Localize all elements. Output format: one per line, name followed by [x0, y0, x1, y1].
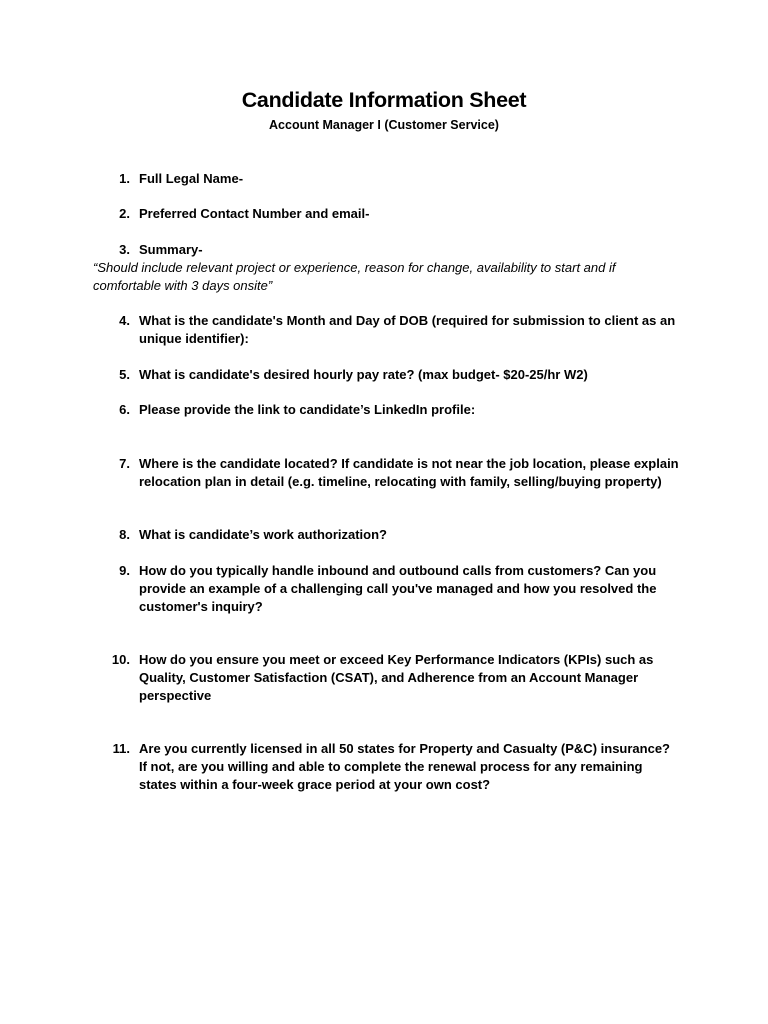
- question-number: 1.: [119, 171, 130, 186]
- question-number: 11.: [112, 741, 130, 756]
- question-number: 9.: [119, 563, 130, 578]
- question-number: 6.: [119, 402, 130, 417]
- question-number: 3.: [119, 242, 130, 257]
- question-text: How do you typically handle inbound and outbound calls from customers? Can you provide an example of a challenging call you've managed and how you resolved the customer's inquiry?: [139, 563, 657, 614]
- question-number: 4.: [119, 313, 130, 328]
- summary-note: “Should include relevant project or experience, reason for change, availability to start and if comfortable with 3 days onsite”: [93, 260, 616, 293]
- question-number: 10.: [111, 652, 130, 667]
- question-text: Are you currently licensed in all 50 states for Property and Casualty (P&C) insurance? If not, are you willing and able to complete the renewal process for any remaining states within a four-week grace period at your own cost?: [139, 741, 670, 792]
- question-number: 7.: [119, 456, 130, 471]
- question-text: Preferred Contact Number and email-: [139, 206, 370, 221]
- question-number: 5.: [119, 367, 130, 382]
- document-subtitle: Account Manager I (Customer Service): [269, 118, 499, 132]
- question-number: 2.: [119, 206, 130, 221]
- question-text: What is the candidate's Month and Day of DOB (required for submission to client as an unique identifier):: [139, 313, 676, 346]
- question-text: Summary-: [139, 242, 203, 257]
- document-title: Candidate Information Sheet: [241, 88, 527, 112]
- question-text: How do you ensure you meet or exceed Key Performance Indicators (KPIs) such as Quality, Customer Satisfaction (CSAT), and Adherence from an Account Manager perspective: [139, 652, 654, 703]
- question-text: Please provide the link to candidate’s LinkedIn profile:: [139, 402, 476, 417]
- question-text: What is candidate’s work authorization?: [139, 527, 387, 542]
- question-text: Full Legal Name-: [139, 171, 244, 186]
- question-text: What is candidate's desired hourly pay rate? (max budget- $20-25/hr W2): [139, 367, 588, 382]
- question-number: 8.: [119, 527, 130, 542]
- question-text: Where is the candidate located? If candidate is not near the job location, please explain relocation plan in detail (e.g. timeline, relocating with family, selling/buying property): [139, 456, 679, 489]
